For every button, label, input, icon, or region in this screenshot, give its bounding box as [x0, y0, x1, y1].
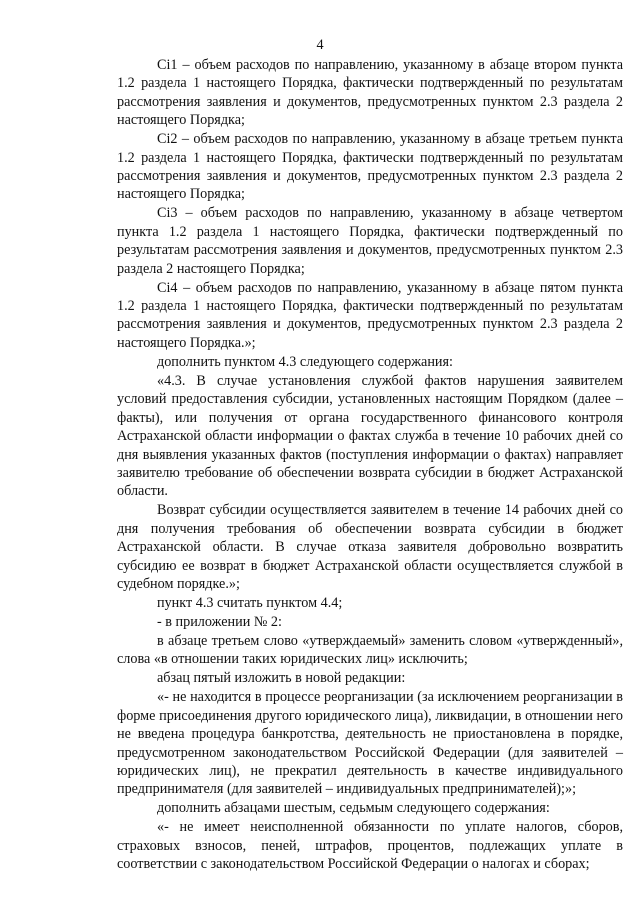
paragraph-c-i1: Ci1 – объем расходов по направлению, указанному в абзаце втором пункта 1.2 раздела 1 настоящего Порядка, фактически подтвержденный по результатам рассмотрения заявления и документов, предусмотренных пунктом 2.3 раздела 2 настоящего Порядка;: [117, 57, 623, 129]
paragraph-taxes: «- не имеет неисполненной обязанности по уплате налогов, сборов, страховых взносов, пеней, штрафов, процентов, подлежащих уплате в соответствии с законодательством Российской Федерации о налогах и сборах;: [117, 819, 623, 873]
document-body: [117, 56, 623, 874]
paragraph-abzac-5: абзац пятый изложить в новой редакции:: [157, 670, 406, 687]
paragraph-renumber: пункт 4.3 считать пунктом 4.4;: [157, 594, 343, 611]
paragraph-c-i4: Ci4 – объем расходов по направлению, указанному в абзаце пятом пункта 1.2 раздела 1 настоящего Порядка, фактически подтвержденный по результатам рассмотрения заявления и документов, предусмотренных пунктом 2.3 раздела 2 настоящего Порядка.»;: [117, 279, 623, 351]
paragraph-c-i3: Ci3 – объем расходов по направлению, указанному в абзаце четвертом пункта 1.2 раздела 1 настоящего Порядка, фактически подтвержденный по результатам рассмотрения заявления и документов, предусмотренных пунктом 2.3 раздела 2 настоящего Порядка;: [117, 205, 623, 277]
page-number: 4: [316, 37, 324, 53]
paragraph-reorganization: «- не находится в процессе реорганизации (за исключением реорганизации в форме присоединения другого юридического лица), ликвидации, в отношении него не введена процедура банкротства, деятельность не приостановлена в порядке, предусмотренном законодательством Российской Федерации (для заявителей – юридических лиц), не прекратил деятельность в качестве индивидуального предпринимателя (для заявителей – индивидуальных предпринимателей);»;: [117, 689, 623, 798]
paragraph-4-3-text: «4.3. В случае установления службой фактов нарушения заявителем условий предоставления субсидии, установленных настоящим Порядком (далее – факты), или получения от органа государственного финансового контроля Астраханской области информации о фактах служба в течение 10 рабочих дней со дня выявления указанных фактов (поступления информации о фактах) направляет заявителю требование об обеспечении возврата субсидии в бюджет Астраханской области.: [117, 372, 623, 500]
paragraph-c-i2: Ci2 – объем расходов по направлению, указанному в абзаце третьем пункта 1.2 раздела 1 настоящего Порядка, фактически подтвержденный по результатам рассмотрения заявления и документов, предусмотренных пунктом 2.3 раздела 2 настоящего Порядка;: [117, 131, 623, 203]
paragraph-add-4-3: дополнить пунктом 4.3 следующего содержания:: [157, 353, 453, 370]
paragraph-refund: Возврат субсидии осуществляется заявителем в течение 14 рабочих дней со дня получения требования об обеспечении возврата субсидии в бюджет Астраханской области. В случае отказа заявителя добровольно возвратить субсидию ее возврат в бюджет Астраханской области осуществляется службой в судебном порядке.»;: [117, 502, 623, 592]
paragraph-appendix-2: - в приложении № 2:: [157, 613, 282, 630]
paragraph-replace-word: в абзаце третьем слово «утверждаемый» заменить словом «утвержденный», слова «в отношении таких юридических лиц» исключить;: [117, 632, 623, 668]
paragraph-add-abzacs: дополнить абзацами шестым, седьмым следующего содержания:: [157, 800, 550, 817]
